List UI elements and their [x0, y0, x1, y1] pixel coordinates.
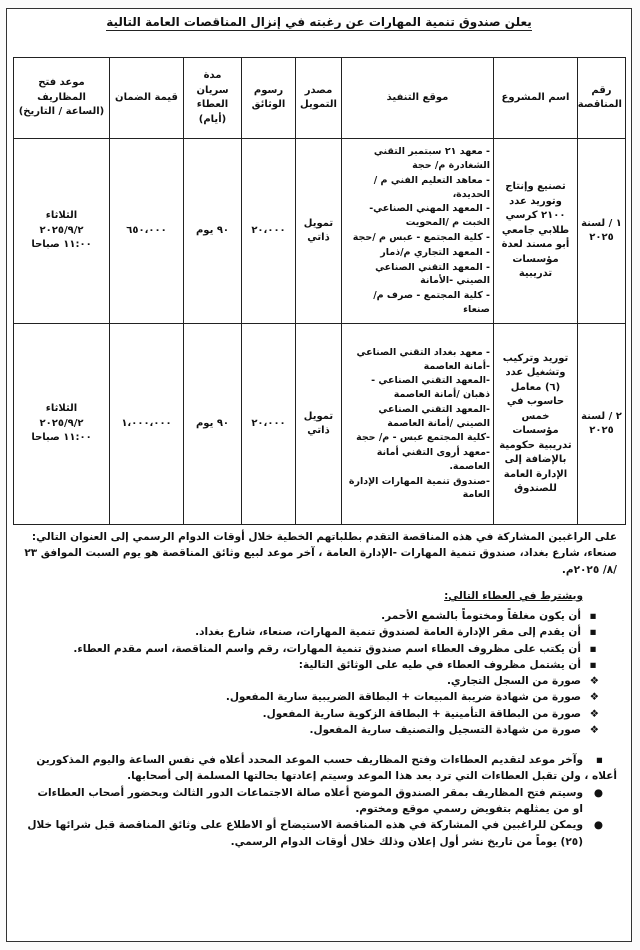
- cell-project: تصنيع وإنتاج وتوريد عدد ٢١٠٠ كرسي طلابي جامعي أبو مسند لعدة مؤسسات تدريبية: [494, 139, 578, 324]
- bullet-icon: ▪: [595, 754, 603, 767]
- deadline-note: [21, 752, 617, 768]
- location-item: - المعهد المهني الصناعي-الخبت م /المحويت: [369, 203, 490, 229]
- intro-paragraph: على الراغبين المشاركة في هذه المناقصة التقدم بطلباتهم الخطية خلال أوقات الدوام الرسمي إلى العنوان التالي: صنعاء، شارع بغداد، صندوق تنمية المهارات -الإدارة العامة ، آخر موعد لبيع وثائق المناقصة هو يوم السبت الموافق ٢٣ /٨/ ٢٠٢٥م.: [24, 531, 617, 576]
- note-text: وسيتم فتح المظاريف بمقر الصندوق الموضح أعلاه صالة الاجتماعات الدور الثالث وبحضور أصحاب العطاءات: [37, 786, 583, 799]
- cell-project: توريد وتركيب وتشغيل عدد (٦) معامل حاسوب في خمس مؤسسات تدريبية حكومية بالإضافة إلى الإدارة العامة للصندوق: [494, 324, 578, 525]
- location-item: - معهد ٢١ سبتمبر التقني الشغادرة م/ حجة: [373, 146, 490, 172]
- list-item: [21, 657, 597, 673]
- cell-funding: تمويل ذاتي: [296, 324, 342, 525]
- document-text: صورة من شهادة ضريبة المبيعات + البطاقة الضريبية سارية المفعول.: [225, 691, 581, 704]
- list-item: [21, 673, 599, 689]
- cell-tender-no: ١ / لسنة ٢٠٢٥: [578, 139, 626, 324]
- cell-guarantee: ١،٠٠٠،٠٠٠: [110, 324, 184, 525]
- conditions-heading: ويشترط في العطاء التالي:: [444, 589, 583, 602]
- header-guarantee: قيمة الضمان: [110, 58, 184, 139]
- opening-time: ١١:٠٠ صباحا: [31, 432, 92, 444]
- document-text: صورة من شهادة التسجيل والتصنيف سارية المفعول.: [309, 723, 581, 736]
- diamond-bullet-icon: ❖: [589, 707, 599, 720]
- location-item: - المعهد التجاري م/ذمار: [380, 246, 490, 258]
- opening-day: الثلاثاء: [45, 403, 78, 415]
- cell-guarantee: ٦٥٠،٠٠٠: [110, 139, 184, 324]
- inquiry-note: [21, 817, 617, 833]
- announcement-title: [7, 15, 631, 29]
- list-item: [21, 608, 597, 624]
- cell-opening: [14, 139, 110, 324]
- location-item: - كلية المجتمع - صرف م/ صنعاء: [373, 290, 490, 315]
- location-item: - كلية المجتمع - عبس م /حجة: [352, 232, 490, 243]
- diamond-bullet-icon: ❖: [589, 691, 599, 704]
- note-text: (٢٥) يوماً من تاريخ نشر أول إعلان وذلك خلال أوقات الدوام الرسمي.: [230, 835, 583, 848]
- bullet-icon: ●: [593, 819, 603, 832]
- note-text: وآخر موعد لتقديم العطاءات وفتح المظاريف حسب الموعد المحدد أعلاه في نفس الساعة واليوم المذكورين: [36, 754, 583, 767]
- cell-funding: تمويل ذاتي: [296, 139, 342, 324]
- cell-fees: ٢٠،٠٠٠: [242, 139, 296, 324]
- opening-date: ٢٠٢٥/٩/٢: [39, 224, 84, 236]
- location-item: -المعهد التقني الصناعي - ذهبان /أمانة العاصمة: [371, 375, 490, 401]
- announcement-frame: [6, 8, 632, 942]
- document-text: صورة من السجل التجاري.: [446, 675, 581, 688]
- bullet-icon: ▪: [589, 658, 597, 671]
- condition-text: أن يكون مغلقاً ومختوماً بالشمع الأحمر.: [381, 610, 581, 623]
- documents-list: [21, 673, 617, 738]
- conditions-list: [21, 608, 617, 673]
- table-row: [14, 139, 626, 324]
- diamond-bullet-icon: ❖: [589, 675, 599, 688]
- table-row: [14, 324, 626, 525]
- header-location: موقع التنفيذ: [342, 58, 494, 139]
- location-item: -صندوق تنمية المهارات الإدارة العامة: [348, 475, 490, 501]
- cell-location: [342, 139, 494, 324]
- list-item: [21, 722, 599, 738]
- opening-note-cont: [21, 801, 617, 817]
- condition-text: أن يكتب على مظروف العطاء اسم صندوق تنمية المهارات، رقم واسم المناقصة، اسم مقدم العطاء.: [73, 642, 581, 655]
- deadline-note-cont: أعلاه ، ولن تقبل العطاءات التي ترد بعد هذا الموعد وسيتم إعادتها بحالتها المسلمة إلى أصحابها.: [127, 770, 617, 783]
- title-text: يعلن صندوق تنمية المهارات عن رغبته في إنزال المناقصات العامة التالية: [106, 15, 532, 29]
- header-validity: مدة سريان العطاء (أيام): [184, 58, 242, 139]
- bullet-icon: ▪: [589, 626, 597, 639]
- bullet-icon: ●: [593, 786, 603, 799]
- note-text: او من يمثلهم بتفويض رسمي موقع ومختوم.: [355, 802, 583, 815]
- location-item: - معاهد التعليم الفني م / الحديدة،: [373, 174, 490, 200]
- cell-fees: ٢٠،٠٠٠: [242, 324, 296, 525]
- cell-validity: ٩٠ يوم: [184, 139, 242, 324]
- condition-text: أن يشتمل مظروف العطاء في طيه على الوثائق التالية:: [298, 658, 581, 671]
- cell-tender-no: ٢ / لسنة ٢٠٢٥: [578, 324, 626, 525]
- location-item: - معهد بغداد التقني الصناعي -أمانة العاصمة: [356, 346, 490, 372]
- list-item: [21, 706, 599, 722]
- condition-text: أن يقدم إلى مقر الإدارة العامة لصندوق تنمية المهارات، صنعاء، شارع بغداد.: [195, 626, 581, 639]
- header-opening: موعد فتح المظاريف (الساعة / التاريخ): [14, 58, 110, 139]
- inquiry-note-cont: [21, 834, 617, 850]
- header-tender-no: رقم المناقصة: [578, 58, 626, 139]
- list-item: [21, 641, 597, 657]
- location-item: -معهد أروى التقني أمانة العاصمة.: [376, 447, 490, 472]
- cell-location: [342, 324, 494, 525]
- note-text: ويمكن للراغبين في المشاركة في هذه المناقصة الاستيضاح أو الاطلاع على وثائق المناقصة قبل شرائها خلال: [27, 819, 583, 832]
- opening-time: ١١:٠٠ صباحا: [31, 239, 92, 251]
- bullet-icon: ▪: [589, 642, 597, 655]
- cell-opening: [14, 324, 110, 525]
- diamond-bullet-icon: ❖: [589, 723, 599, 736]
- opening-date: ٢٠٢٥/٩/٢: [39, 417, 84, 429]
- cell-validity: ٩٠ يوم: [184, 324, 242, 525]
- list-item: [21, 624, 597, 640]
- header-project: اسم المشروع: [494, 58, 578, 139]
- header-funding: مصدر التمويل: [296, 58, 342, 139]
- notes-section: [21, 752, 617, 850]
- header-fees: رسوم الوثائق: [242, 58, 296, 139]
- location-item: -المعهد التقني الصناعي الصيني /أمانة العاصمة: [378, 403, 490, 429]
- tenders-table: [13, 57, 626, 525]
- bullet-icon: ▪: [589, 610, 597, 623]
- location-item: - المعهد التقني الصناعي الصيني -الأمانة: [375, 261, 490, 287]
- table-header-row: [14, 58, 626, 139]
- announcement-body: [21, 529, 617, 850]
- list-item: [21, 689, 599, 705]
- document-text: صورة من البطاقة التأمينية + البطاقة الزكوية سارية المفعول.: [262, 707, 581, 720]
- opening-day: الثلاثاء: [45, 210, 78, 222]
- location-item: -كلية المجتمع عبس - م/ حجة: [356, 432, 490, 444]
- opening-note: [21, 785, 617, 801]
